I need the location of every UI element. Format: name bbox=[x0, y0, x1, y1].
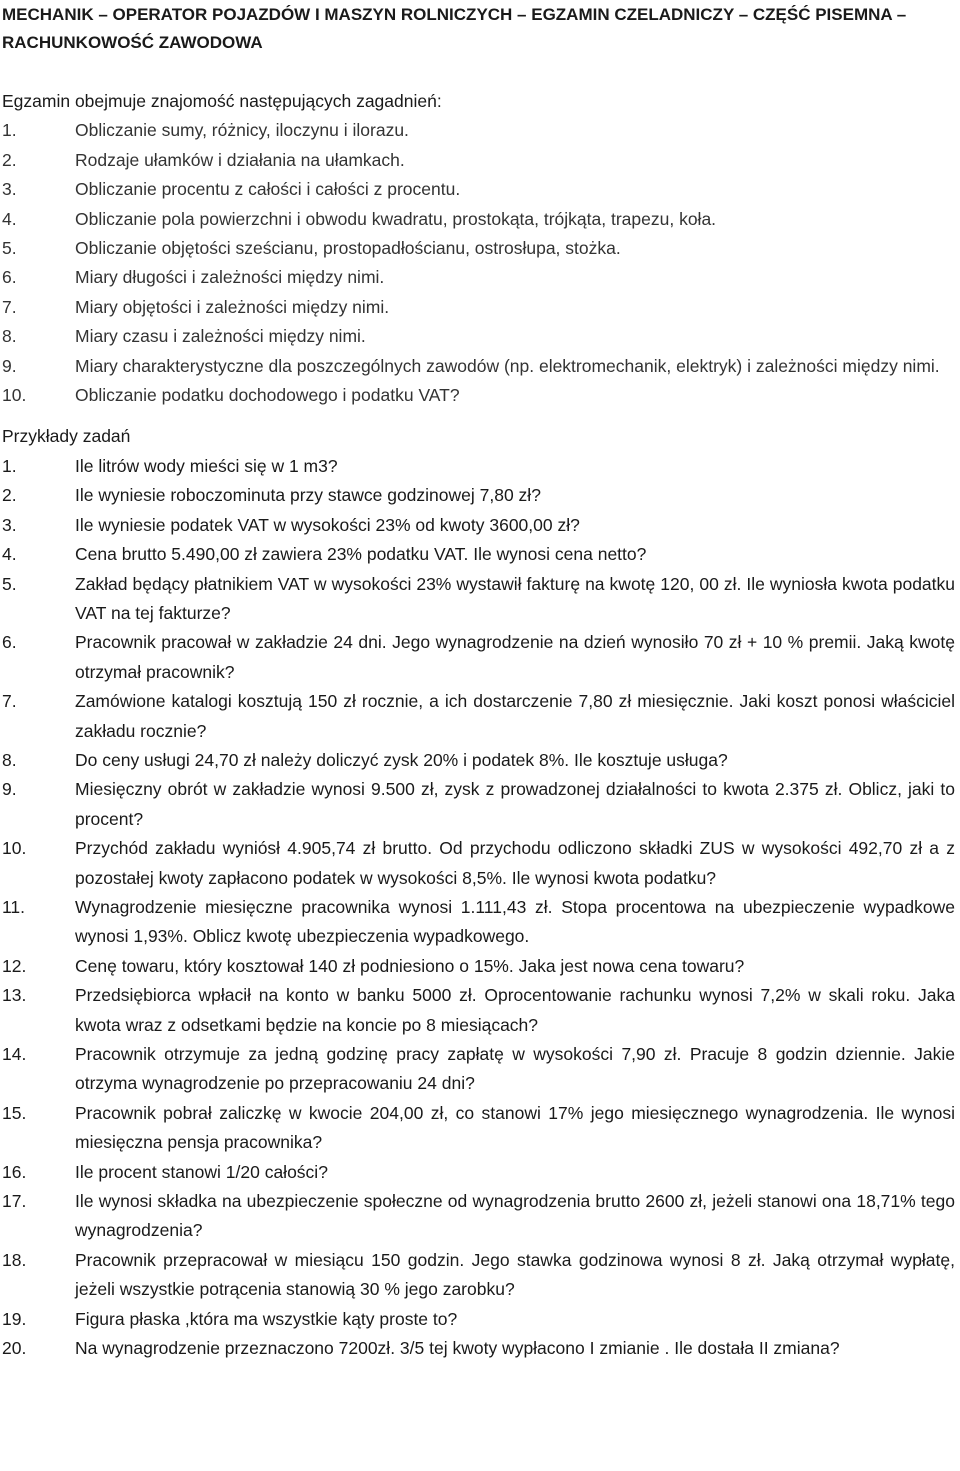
example-item-text: Zamówione katalogi kosztują 150 zł rocznie, a ich dostarczenie 7,80 zł miesięcznie. Jaki koszt ponosi właściciel zakładu rocznie? bbox=[75, 691, 955, 741]
example-item bbox=[2, 893, 955, 952]
example-item-text: Pracownik pracował w zakładzie 24 dni. Jego wynagrodzenie na dzień wynosiło 70 zł + 10 % premii. Jaką kwotę otrzymał pracownik? bbox=[75, 632, 955, 682]
topic-item-text: Obliczanie objętości sześcianu, prostopadłościanu, ostrosłupa, stożka. bbox=[75, 238, 621, 259]
topic-item bbox=[2, 293, 955, 322]
example-item-number: 18. bbox=[2, 1249, 27, 1270]
example-item bbox=[2, 540, 955, 569]
example-item-text: Na wynagrodzenie przeznaczono 7200zł. 3/5 tej kwoty wypłacono I zmianie . Ile dostała II zmiana? bbox=[75, 1338, 840, 1359]
example-item-text: Ile wyniesie roboczominuta przy stawce godzinowej 7,80 zł? bbox=[75, 485, 541, 506]
example-item-text: Figura płaska ,która ma wszystkie kąty proste to? bbox=[75, 1308, 458, 1329]
example-item bbox=[2, 1040, 955, 1099]
topic-item-text: Obliczanie pola powierzchni i obwodu kwadratu, prostokąta, trójkąta, trapezu, koła. bbox=[75, 208, 717, 229]
topic-item bbox=[2, 116, 955, 145]
document-page bbox=[0, 1, 960, 1363]
topics-list bbox=[2, 116, 955, 410]
example-item-number: 10. bbox=[2, 838, 27, 859]
example-item-number: 14. bbox=[2, 1044, 27, 1064]
example-item-number: 7. bbox=[2, 691, 17, 712]
example-item bbox=[2, 1305, 955, 1334]
topic-item bbox=[2, 263, 955, 292]
example-item-text: Ile procent stanowi 1/20 całości? bbox=[75, 1161, 328, 1182]
example-item-number: 4. bbox=[2, 544, 17, 565]
example-item-number: 8. bbox=[2, 749, 17, 770]
topic-item-number: 8. bbox=[2, 326, 17, 347]
topic-item-text: Obliczanie podatku dochodowego i podatku VAT? bbox=[75, 385, 460, 406]
example-item-text: Przedsiębiorca wpłacił na konto w banku 5000 zł. Oprocentowanie rachunku wynosi 7,2% w skali roku. Jaka kwota wraz z odsetkami będzie na koncie po 8 miesiącach? bbox=[75, 985, 955, 1035]
example-item bbox=[2, 1187, 955, 1246]
example-item-number: 19. bbox=[2, 1308, 27, 1329]
topic-item-number: 2. bbox=[2, 149, 17, 170]
topic-item-number: 1. bbox=[2, 120, 17, 141]
example-item-text: Ile wynosi składka na ubezpieczenie społeczne od wynagrodzenia brutto 2600 zł, jeżeli stanowi ona 18,71% tego wynagrodzenia? bbox=[75, 1191, 955, 1241]
example-item bbox=[2, 1158, 955, 1187]
example-item-text: Zakład będący płatnikiem VAT w wysokości 23% wystawił fakturę na kwotę 120, 00 zł. Ile wyniosła kwota podatku VAT na tej fakturze? bbox=[75, 573, 955, 623]
example-item-text: Ile litrów wody mieści się w 1 m3? bbox=[75, 455, 338, 476]
example-item bbox=[2, 628, 955, 687]
example-item-number: 17. bbox=[2, 1191, 27, 1212]
topic-item-text: Rodzaje ułamków i działania na ułamkach. bbox=[75, 149, 405, 170]
topic-item-number: 10. bbox=[2, 385, 27, 406]
example-item-number: 15. bbox=[2, 1102, 27, 1123]
document-title: MECHANIK – OPERATOR POJAZDÓW I MASZYN ROLNICZYCH – EGZAMIN CZELADNICZY – CZĘŚĆ PISEMNA – RACHUNKOWOŚĆ ZAWODOWA bbox=[2, 5, 907, 52]
topic-item bbox=[2, 205, 955, 234]
example-item bbox=[2, 511, 955, 540]
topic-item-text: Miary czasu i zależności między nimi. bbox=[75, 326, 366, 347]
example-item-number: 1. bbox=[2, 455, 17, 476]
example-item-number: 9. bbox=[2, 779, 17, 800]
example-item bbox=[2, 570, 955, 629]
example-item-text: Do ceny usługi 24,70 zł należy doliczyć zysk 20% i podatek 8%. Ile kosztuje usługa? bbox=[75, 749, 728, 770]
example-item bbox=[2, 746, 955, 775]
examples-list bbox=[2, 452, 955, 1364]
example-item-number: 5. bbox=[2, 573, 17, 594]
example-item-text: Pracownik przepracował w miesiącu 150 godzin. Jego stawka godzinowa wynosi 8 zł. Jaką otrzymał wypłatę, jeżeli wszystkie potrącenia stanowią 30 % jego zarobku? bbox=[75, 1249, 955, 1300]
intro-text: Egzamin obejmuje znajomość następujących zagadnień: bbox=[2, 91, 442, 111]
example-item bbox=[2, 1099, 955, 1158]
topic-item-number: 4. bbox=[2, 208, 17, 229]
topic-item-text: Obliczanie procentu z całości i całości z procentu. bbox=[75, 179, 461, 200]
example-item bbox=[2, 775, 955, 834]
example-item-number: 16. bbox=[2, 1161, 27, 1182]
example-item bbox=[2, 981, 955, 1040]
example-item-text: Cena brutto 5.490,00 zł zawiera 23% podatku VAT. Ile wynosi cena netto? bbox=[75, 544, 647, 565]
example-item-text: Miesięczny obrót w zakładzie wynosi 9.500 zł, zysk z prowadzonej działalności to kwota 2.375 zł. Oblicz, jaki to procent? bbox=[75, 779, 955, 829]
topic-item bbox=[2, 381, 955, 410]
example-item-number: 12. bbox=[2, 955, 27, 976]
example-item-number: 6. bbox=[2, 632, 17, 653]
topic-item bbox=[2, 352, 955, 381]
topic-item-text: Miary charakterystyczne dla poszczególnych zawodów (np. elektromechanik, elektryk) i zależności między nimi. bbox=[75, 355, 940, 376]
topic-item bbox=[2, 175, 955, 204]
example-item-number: 11. bbox=[2, 896, 26, 917]
topic-item-number: 6. bbox=[2, 267, 17, 288]
example-item-text: Ile wyniesie podatek VAT w wysokości 23% od kwoty 3600,00 zł? bbox=[75, 514, 580, 535]
example-item-text: Przychód zakładu wyniósł 4.905,74 zł brutto. Od przychodu odliczono składki ZUS w wysokości 492,70 zł a z pozostałej kwoty zapłacono podatek w wysokości 8,5%. Ile wynosi kwota podatku? bbox=[75, 838, 955, 888]
topic-item bbox=[2, 234, 955, 263]
topic-item-number: 9. bbox=[2, 355, 17, 376]
example-item-number: 13. bbox=[2, 985, 27, 1006]
example-item-text: Pracownik otrzymuje za jedną godzinę pracy zapłatę w wysokości 7,90 zł. Pracuje 8 godzin dziennie. Jakie otrzyma wynagrodzenie po przepracowaniu 24 dni? bbox=[75, 1044, 955, 1094]
example-item-text: Cenę towaru, który kosztował 140 zł podniesiono o 15%. Jaka jest nowa cena towaru? bbox=[75, 955, 745, 976]
example-item-text: Pracownik pobrał zaliczkę w kwocie 204,00 zł, co stanowi 17% jego miesięcznego wynagrodzenia. Ile wynosi miesięczna pensja pracownika? bbox=[75, 1102, 955, 1153]
example-item bbox=[2, 1246, 955, 1305]
examples-heading: Przykłady zadań bbox=[2, 426, 131, 447]
example-item bbox=[2, 834, 955, 893]
example-item bbox=[2, 1334, 955, 1363]
topic-item bbox=[2, 322, 955, 351]
example-item-number: 20. bbox=[2, 1338, 27, 1359]
example-item bbox=[2, 452, 955, 481]
topic-item-number: 7. bbox=[2, 296, 17, 317]
topic-item-text: Miary długości i zależności między nimi. bbox=[75, 267, 385, 288]
topic-item-number: 5. bbox=[2, 238, 17, 259]
topic-item-text: Obliczanie sumy, różnicy, iloczynu i ilorazu. bbox=[75, 120, 409, 141]
topic-item-text: Miary objętości i zależności między nimi. bbox=[75, 296, 390, 317]
example-item bbox=[2, 952, 955, 981]
topic-item bbox=[2, 146, 955, 175]
example-item-text: Wynagrodzenie miesięczne pracownika wynosi 1.111,43 zł. Stopa procentowa na ubezpieczenie wypadkowe wynosi 1,93%. Oblicz kwotę ubezpieczenia wypadkowego. bbox=[75, 896, 955, 947]
example-item bbox=[2, 687, 955, 746]
example-item-number: 3. bbox=[2, 514, 17, 535]
example-item bbox=[2, 481, 955, 510]
topic-item-number: 3. bbox=[2, 179, 17, 200]
example-item-number: 2. bbox=[2, 485, 17, 506]
